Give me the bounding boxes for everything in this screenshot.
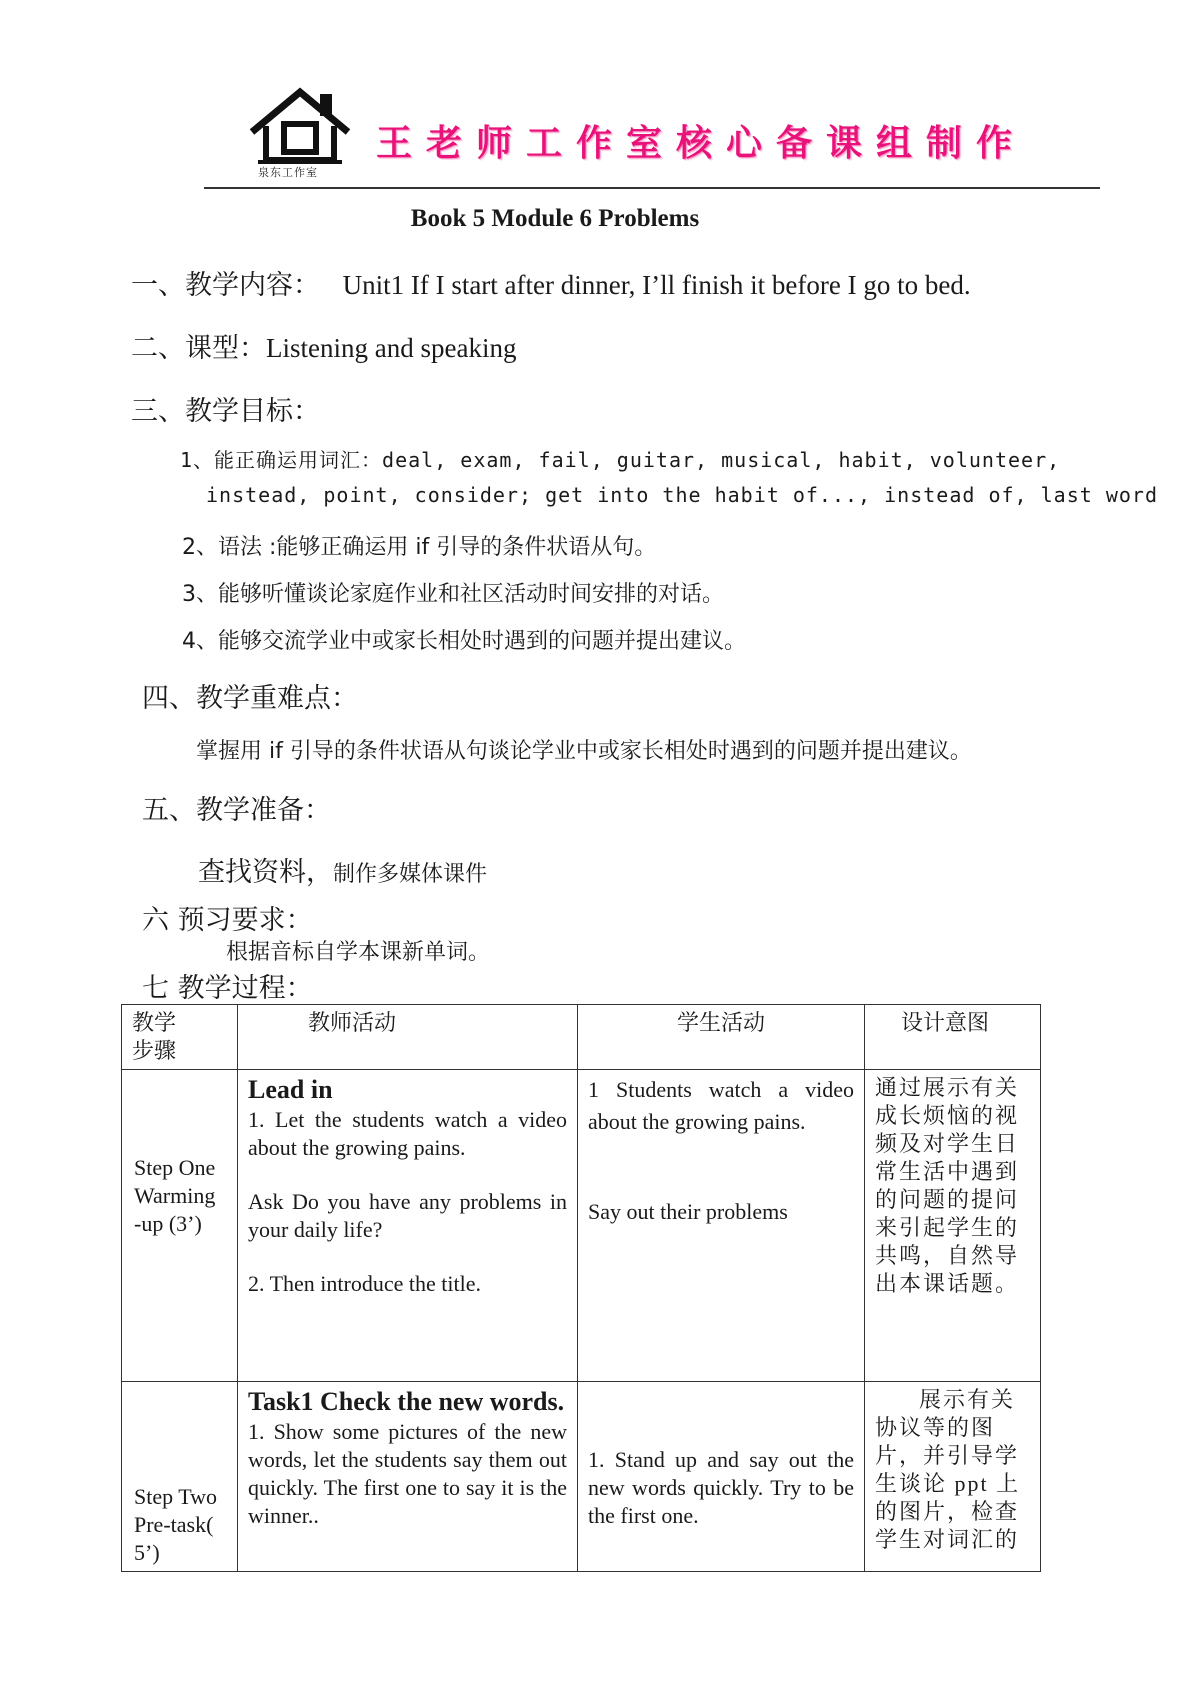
header-step <box>122 1005 238 1070</box>
objective-item-4: 4、能够交流学业中或家长相处时遇到的问题并提出建议。 <box>182 629 746 654</box>
row1-teacher <box>238 1070 578 1382</box>
objective-item-2: 2、语法 :能够正确运用 if 引导的条件状语从句。 <box>182 535 657 560</box>
row2-step <box>122 1382 238 1572</box>
row2-teacher-1: 1. Show some pictures of the new words, let the students say them out quickly. The first one to say it is the winner.. <box>248 1419 567 1528</box>
row1-teacher-title: Lead in <box>248 1075 333 1104</box>
section-content-text: Unit1 If I start after dinner, I’ll finish it before I go to bed. <box>342 270 971 300</box>
row2-step-a: Step Two <box>134 1484 218 1509</box>
header-step-a: 教学 <box>132 1010 177 1035</box>
section-process-label: 七 教学过程： <box>142 973 313 1004</box>
row1-step <box>122 1070 238 1382</box>
section-preview-text: 根据音标自学本课新单词。 <box>226 940 491 965</box>
page-title: Book 5 Module 6 Problems <box>410 205 700 232</box>
header-banner: 王老师工作室核心备课组制作 <box>376 122 1027 164</box>
row2-student <box>578 1382 865 1572</box>
preparation-text-a: 查找资料， <box>198 857 333 888</box>
section-preparation-label: 五、教学准备： <box>142 795 331 826</box>
logo-caption: 泉东工作室 <box>258 166 318 179</box>
row1-student-2: Say out their problems <box>588 1199 788 1224</box>
header-divider <box>204 187 1100 189</box>
objective-item-1b: instead, point, consider; get into the habit of..., instead of, last word <box>206 483 1158 507</box>
row2-step-b: Pre-task( <box>134 1512 214 1537</box>
section-keypoints-label: 四、教学重难点： <box>142 683 358 714</box>
objective-item-3: 3、能够听懂谈论家庭作业和社区活动时间安排的对话。 <box>182 582 724 607</box>
row2-student-1: 1. Stand up and say out the new words quickly. Try to be the first one. <box>588 1447 854 1528</box>
row1-teacher-2: Ask Do you have any problems in your daily life? <box>248 1189 567 1242</box>
header-step-b: 步骤 <box>132 1038 177 1063</box>
row1-step-a: Step One <box>134 1154 216 1180</box>
section-type-text: Listening and speaking <box>266 333 517 363</box>
section-type <box>131 326 516 365</box>
header-student: 学生活动 <box>578 1005 865 1070</box>
section-preparation-text <box>198 850 487 889</box>
header-teacher: 教师活动 <box>238 1005 578 1070</box>
section-preview-label: 六 预习要求： <box>142 905 313 936</box>
row2-step-c: 5’) <box>134 1540 160 1565</box>
row1-student <box>578 1070 865 1382</box>
preparation-text-b: 制作多媒体课件 <box>333 862 488 887</box>
section-content <box>131 263 971 302</box>
table-row <box>122 1382 1041 1572</box>
section-type-label: 二、课型： <box>131 333 266 364</box>
table-header-row <box>122 1005 1041 1070</box>
row2-teacher <box>238 1382 578 1572</box>
header-design: 设计意图 <box>865 1005 1041 1070</box>
section-keypoints-text: 掌握用 if 引导的条件状语从句谈论学业中或家长相处时遇到的问题并提出建议。 <box>196 739 972 764</box>
objective-item-1a: 1、能正确运用词汇：deal, exam, fail, guitar, musical, habit, volunteer, <box>180 448 1061 472</box>
table-row <box>122 1070 1041 1382</box>
section-content-label: 一、教学内容： <box>131 270 320 301</box>
row1-teacher-3: 2. Then introduce the title. <box>248 1271 481 1296</box>
section-objectives-label: 三、教学目标： <box>131 396 320 427</box>
process-table <box>121 1004 1041 1572</box>
row2-design: 展示有关协议等的图片，并引导学生谈论 ppt 上的图片，检查学生对词汇的 <box>865 1382 1041 1572</box>
row1-teacher-1: 1. Let the students watch a video about the growing pains. <box>248 1107 567 1160</box>
row1-design: 通过展示有关成长烦恼的视频及对学生日常生活中遇到的问题的提问来引起学生的共鸣，自然导出本课话题。 <box>865 1070 1041 1382</box>
row1-step-c: -up (3’) <box>134 1210 202 1236</box>
row1-student-1: 1 Students watch a video about the growing pains. <box>588 1077 854 1134</box>
row1-step-b: Warming <box>134 1182 216 1208</box>
row2-teacher-title: Task1 Check the new words. <box>248 1387 565 1416</box>
